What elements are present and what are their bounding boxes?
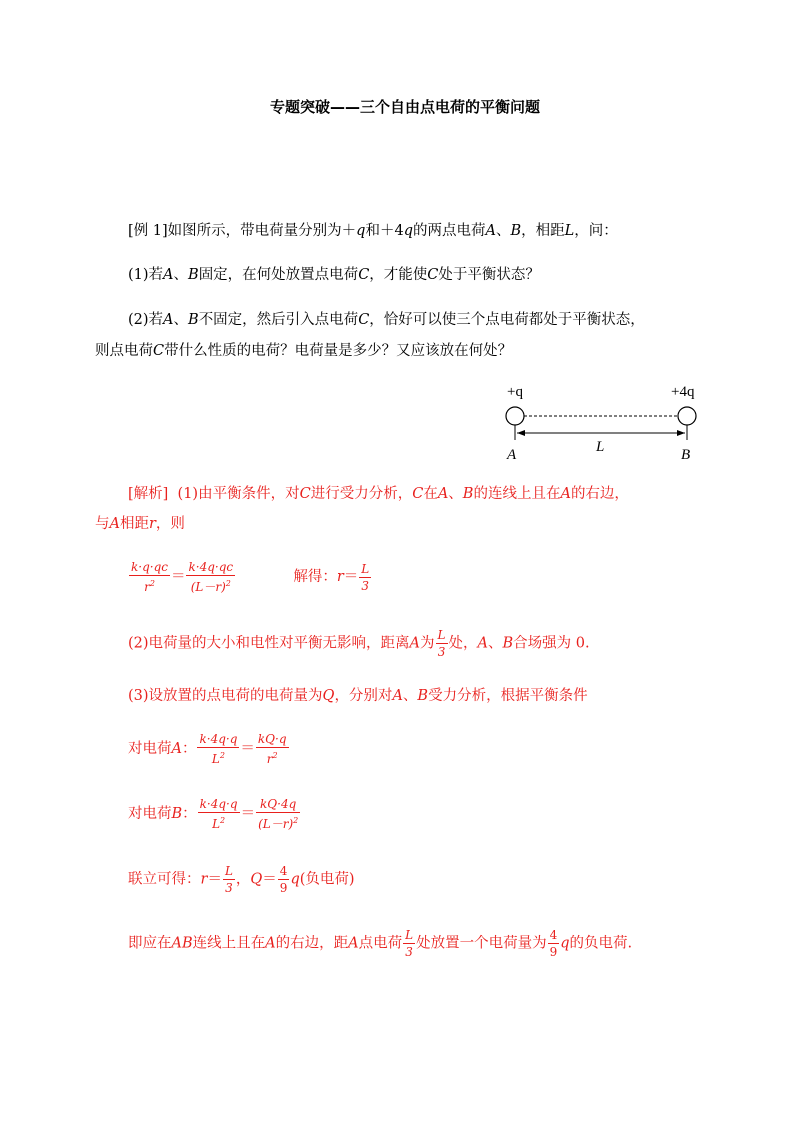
text: 的连线上且在 bbox=[473, 486, 561, 502]
fraction bbox=[278, 864, 290, 895]
symbol: A bbox=[409, 635, 421, 652]
fraction: $\frac{k\cdot 4q\cdot q}{L^2}$ bbox=[199, 732, 238, 766]
numerator: 4 bbox=[279, 864, 288, 878]
text: 处放置一个电荷量为 bbox=[416, 935, 547, 952]
text: 联立可得： bbox=[128, 871, 201, 888]
numerator: k·4q·q bbox=[199, 797, 238, 811]
text: 固定，在何处放置点电荷 bbox=[198, 267, 359, 283]
denominator: 9 bbox=[279, 881, 288, 895]
fraction bbox=[223, 864, 235, 895]
symbol: A bbox=[265, 935, 276, 952]
text: [例 1]如图所示，带电荷量分别为＋ bbox=[128, 223, 357, 239]
numerator: k·4q·q bbox=[199, 732, 238, 746]
text: 的两点电荷 bbox=[412, 223, 486, 239]
denominator: r bbox=[144, 580, 150, 594]
arrow-right-icon bbox=[677, 430, 685, 436]
text: 进行受力分析， bbox=[310, 486, 413, 502]
symbol: AB bbox=[171, 935, 193, 952]
symbol: C bbox=[427, 267, 439, 283]
symbol: q bbox=[290, 871, 300, 888]
label-left-charge: +q bbox=[507, 384, 523, 400]
numerator: k·4q·qc bbox=[188, 560, 234, 574]
conclusion bbox=[128, 928, 632, 959]
symbol: q bbox=[403, 223, 413, 239]
fraction bbox=[359, 562, 371, 593]
numerator: k·q·qc bbox=[131, 560, 168, 574]
solution-part-2 bbox=[128, 628, 590, 659]
symbol: B bbox=[188, 312, 199, 328]
text: 的负电荷. bbox=[569, 935, 633, 952]
fraction: $\frac{k\cdot q\cdot qc}{r^2}$ bbox=[131, 560, 168, 594]
symbol: A bbox=[485, 223, 496, 239]
solution-line-1 bbox=[128, 484, 629, 504]
denominator: 3 bbox=[361, 578, 370, 593]
denominator: 9 bbox=[549, 945, 558, 959]
symbol: Q bbox=[322, 688, 335, 704]
numerator: 4 bbox=[549, 928, 558, 942]
charge-a-circle bbox=[506, 407, 524, 425]
symbol: r bbox=[336, 569, 344, 585]
arrow-left-icon bbox=[517, 430, 525, 436]
text: 则点电荷 bbox=[95, 343, 153, 359]
text: 、 bbox=[402, 688, 418, 704]
question-2-line-1 bbox=[128, 310, 645, 330]
text: ，相距 bbox=[521, 223, 565, 239]
combined-result: 联立可得：r＝ $\frac{L}{3}$ ，Q＝ $\frac{4}{9}$ q(负电荷) bbox=[128, 864, 355, 895]
label-point-b: B bbox=[681, 447, 691, 463]
text: 带什么性质的电荷？电荷量是多少？又应该放在何处？ bbox=[164, 343, 513, 359]
symbol: Q bbox=[250, 871, 263, 888]
fraction: $\frac{kQ\cdot q}{r^2}$ bbox=[257, 732, 287, 766]
symbol: q bbox=[560, 935, 570, 952]
fraction bbox=[548, 928, 560, 959]
text: ，才能使 bbox=[369, 267, 428, 283]
equation-charge-a: 对电荷A： $\frac{k\cdot 4q\cdot q}{L^2}$ ＝ $\frac{kQ\cdot q}{r^2}$ bbox=[128, 732, 287, 766]
denominator: (L－r) bbox=[190, 580, 226, 594]
denominator: r bbox=[266, 752, 273, 766]
symbol: A bbox=[477, 635, 488, 652]
fraction: $\frac{k\cdot 4q\cdot qc}{(L-r)^2}$ bbox=[188, 560, 234, 594]
symbol: q bbox=[356, 223, 366, 239]
numerator: L bbox=[361, 561, 370, 576]
symbol: A bbox=[171, 741, 182, 757]
text: 、 bbox=[487, 635, 503, 652]
symbol: r bbox=[200, 871, 208, 888]
symbol: A bbox=[163, 267, 174, 283]
equation-charge-b: 对电荷B： $\frac{k\cdot 4q\cdot q}{L^2}$ ＝ $\frac{kQ\cdot 4q}{(L-r)^2}$ bbox=[128, 797, 299, 831]
numerator: L bbox=[405, 928, 414, 942]
text: ，问： bbox=[574, 223, 618, 239]
text: (2)若 bbox=[128, 312, 164, 328]
page-title: 专题突破——三个自由点电荷的平衡问题 bbox=[270, 98, 541, 116]
symbol: B bbox=[188, 267, 199, 283]
numerator: L bbox=[224, 864, 233, 878]
denominator: 3 bbox=[437, 645, 446, 659]
charge-diagram bbox=[495, 378, 715, 468]
symbol: A bbox=[109, 516, 120, 532]
text: ： bbox=[182, 806, 197, 822]
numerator: kQ·4q bbox=[256, 797, 300, 813]
label-point-a: A bbox=[507, 447, 517, 463]
denominator: L bbox=[211, 752, 220, 766]
text: 的右边，距 bbox=[275, 935, 349, 952]
fraction bbox=[436, 628, 448, 659]
text: 和＋4 bbox=[365, 223, 404, 239]
label-right-charge: +4q bbox=[671, 384, 695, 400]
text: 不固定，然后引入点电荷 bbox=[198, 312, 359, 328]
numerator: L bbox=[437, 628, 446, 642]
fraction: $\frac{kQ\cdot 4q}{(L-r)^2}$ bbox=[258, 797, 299, 831]
text: ，分别对 bbox=[334, 688, 393, 704]
symbol: L bbox=[564, 223, 575, 239]
text: 即应在 bbox=[128, 935, 172, 952]
symbol: C bbox=[412, 486, 424, 502]
text: 相距 bbox=[119, 516, 149, 532]
fraction: $\frac{k\cdot 4q\cdot q}{L^2}$ bbox=[199, 797, 238, 831]
text: ，则 bbox=[155, 516, 185, 532]
text: (负电荷) bbox=[299, 871, 355, 888]
text: 连线上且在 bbox=[192, 935, 266, 952]
solution-label: [解析] bbox=[128, 486, 169, 502]
denominator: 3 bbox=[405, 945, 413, 959]
text: (3)设放置的点电荷的电荷量为 bbox=[128, 688, 323, 704]
denominator: (L－r) bbox=[258, 817, 294, 831]
denominator: L bbox=[212, 817, 221, 831]
symbol: C bbox=[358, 267, 370, 283]
symbol: A bbox=[437, 486, 449, 502]
text: 、 bbox=[173, 312, 189, 328]
text: ＝ bbox=[343, 569, 359, 585]
example-line bbox=[128, 221, 618, 241]
text: 对电荷 bbox=[128, 741, 172, 757]
text: 的右边， bbox=[570, 486, 629, 502]
text: (1)若 bbox=[128, 267, 164, 283]
text: 在 bbox=[423, 486, 438, 502]
solution-line-2 bbox=[95, 514, 185, 534]
label-distance: L bbox=[596, 439, 605, 455]
text: 对电荷 bbox=[128, 806, 172, 822]
text: 点电荷 bbox=[358, 935, 403, 952]
fraction bbox=[403, 928, 415, 959]
text: (2)电荷量的大小和电性对平衡无影响，距离 bbox=[128, 635, 410, 652]
symbol: C bbox=[299, 486, 311, 502]
solution-part-3 bbox=[128, 686, 588, 706]
text: 受力分析，根据平衡条件 bbox=[428, 688, 588, 704]
text: 、 bbox=[448, 486, 463, 502]
text: 解得： bbox=[293, 569, 337, 585]
text: 为 bbox=[420, 635, 435, 652]
symbol: A bbox=[392, 688, 403, 704]
symbol: A bbox=[560, 486, 571, 502]
symbol: r bbox=[148, 516, 156, 532]
question-2-line-2 bbox=[95, 341, 512, 361]
text: 、 bbox=[173, 267, 189, 283]
symbol: C bbox=[153, 343, 165, 359]
symbol: B bbox=[502, 635, 514, 652]
text: (1)由平衡条件，对 bbox=[177, 486, 300, 502]
text: 与 bbox=[95, 516, 110, 532]
symbol: B bbox=[171, 806, 183, 822]
symbol: C bbox=[358, 312, 370, 328]
text: ： bbox=[181, 741, 197, 757]
text: 处于平衡状态？ bbox=[438, 267, 540, 283]
denominator: 3 bbox=[225, 881, 233, 895]
symbol: B bbox=[462, 486, 474, 502]
question-1 bbox=[128, 265, 540, 285]
symbol: A bbox=[163, 312, 174, 328]
numerator: kQ·q bbox=[257, 732, 287, 746]
charge-b-circle bbox=[678, 407, 696, 425]
text: ， bbox=[235, 871, 251, 888]
text: 处， bbox=[448, 635, 478, 652]
symbol: A bbox=[348, 935, 359, 952]
text: ，恰好可以使三个点电荷都处于平衡状态， bbox=[369, 312, 645, 328]
symbol: B bbox=[510, 223, 522, 239]
equation-1: $\frac{k\cdot q\cdot qc}{r^2}$ ＝ $\frac{k\cdot 4q\cdot qc}{(L-r)^2}$ 解得：r＝ $\frac{L}{3}$ bbox=[131, 560, 370, 594]
text: 合场强为 0. bbox=[513, 635, 590, 652]
symbol: B bbox=[417, 688, 429, 704]
text: 、 bbox=[495, 223, 511, 239]
